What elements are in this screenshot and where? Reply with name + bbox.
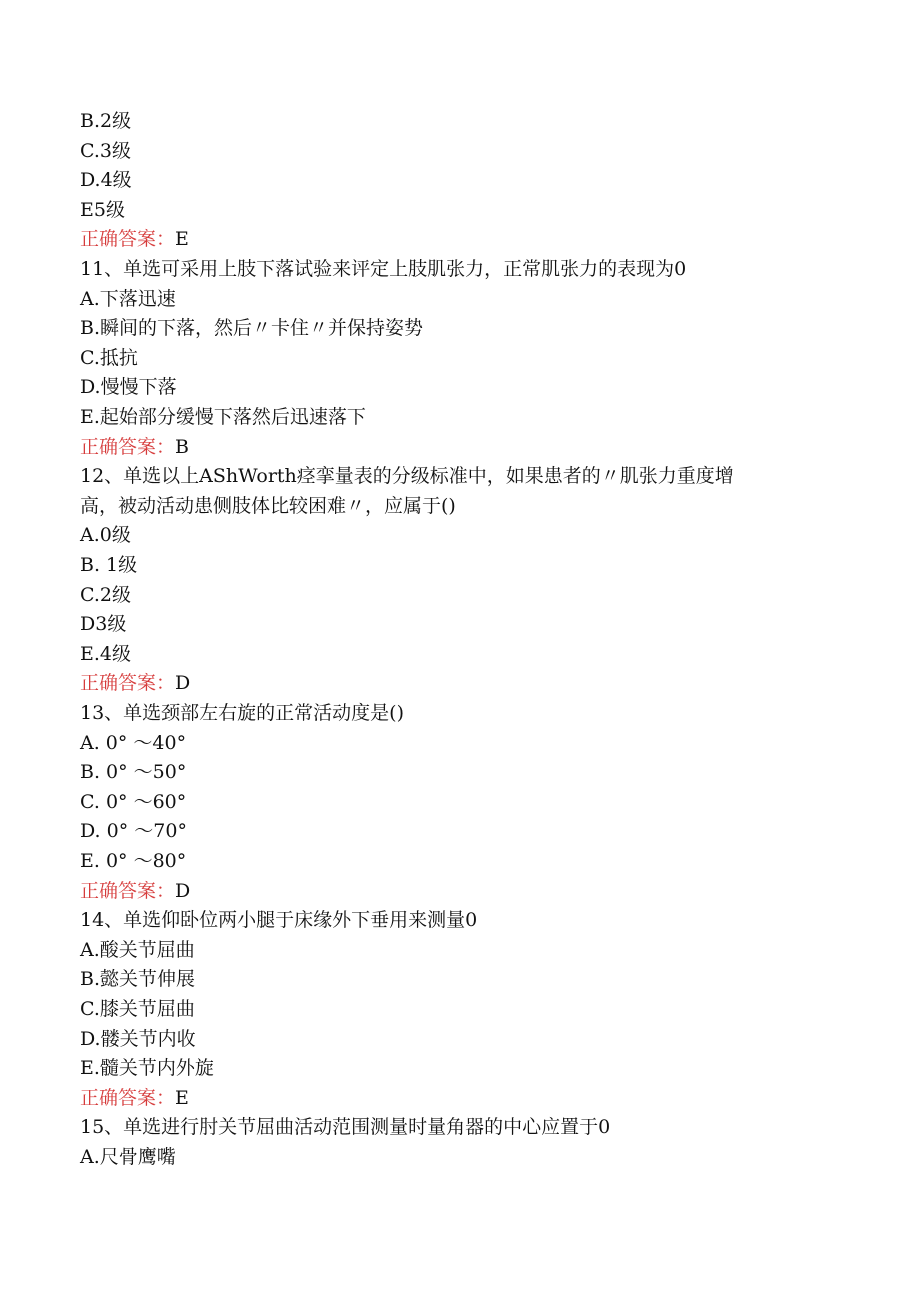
answer-label: 正确答案： <box>80 879 176 902</box>
option-text: A.尺骨鹰嘴 <box>80 1146 176 1168</box>
answer-line <box>80 671 190 695</box>
option-text: C. 0° ～60° <box>80 790 187 813</box>
answer-label: 正确答案： <box>80 435 176 458</box>
option-text: D. 0° ～70° <box>80 820 187 843</box>
answer-label: 正确答案： <box>80 672 176 695</box>
option-text: D3级 <box>80 613 127 636</box>
answer-value: E <box>175 1086 189 1109</box>
answer-value: E <box>175 228 189 251</box>
answer-line <box>80 1086 189 1110</box>
answer-label: 正确答案： <box>80 1086 176 1109</box>
option-text: D.4级 <box>80 169 132 192</box>
option-text: C.2级 <box>80 583 131 606</box>
option-text: B.懿关节伸展 <box>80 968 196 991</box>
option-text: C.抵抗 <box>80 346 138 369</box>
option-text: E.髓关节内外旋 <box>80 1057 214 1080</box>
question-text: 14、单选仰卧位两小腿于床缘外下垂用来测量0 <box>80 909 478 932</box>
option-text: E. 0° ～80° <box>80 850 187 872</box>
option-text: B.2级 <box>80 110 132 132</box>
option-text: E.起始部分缓慢下落然后迅速落下 <box>80 406 366 428</box>
option-text: A. 0° ～40° <box>80 731 187 754</box>
option-text: B.瞬间的下落，然后〃卡住〃并保持姿势 <box>80 317 424 340</box>
option-text: A.0级 <box>80 524 131 547</box>
answer-value: B <box>175 435 189 458</box>
answer-value: D <box>175 672 191 695</box>
answer-label: 正确答案： <box>80 228 176 251</box>
question-text: 高，被动活动患侧肢体比较困难〃，应属于() <box>80 494 456 517</box>
answer-line <box>80 435 189 459</box>
option-text: A.下落迅速 <box>80 287 176 310</box>
option-text: B. 0° ～50° <box>80 761 187 784</box>
question-text: 12、单选以上AShWorth痉挛量表的分级标准中，如果患者的〃肌张力重度增 <box>80 465 734 488</box>
option-text: E5级 <box>80 198 125 221</box>
question-text: 15、单选进行肘关节屈曲活动范围测量时量角器的中心应置于0 <box>80 1116 611 1139</box>
option-text: A.酸关节屈曲 <box>80 938 195 961</box>
answer-value: D <box>175 879 191 902</box>
answer-line <box>80 879 190 903</box>
option-text: C.膝关节屈曲 <box>80 998 195 1020</box>
option-text: B. 1级 <box>80 554 138 576</box>
option-text: D.慢慢下落 <box>80 376 177 399</box>
answer-line <box>80 227 189 251</box>
question-text: 13、单选颈部左右旋的正常活动度是() <box>80 702 405 724</box>
option-text: D.髅关节内收 <box>80 1027 196 1050</box>
option-text: C.3级 <box>80 139 131 162</box>
option-text: E.4级 <box>80 642 131 665</box>
question-text: 11、单选可采用上肢下落试验来评定上肢肌张力，正常肌张力的表现为0 <box>80 258 687 280</box>
